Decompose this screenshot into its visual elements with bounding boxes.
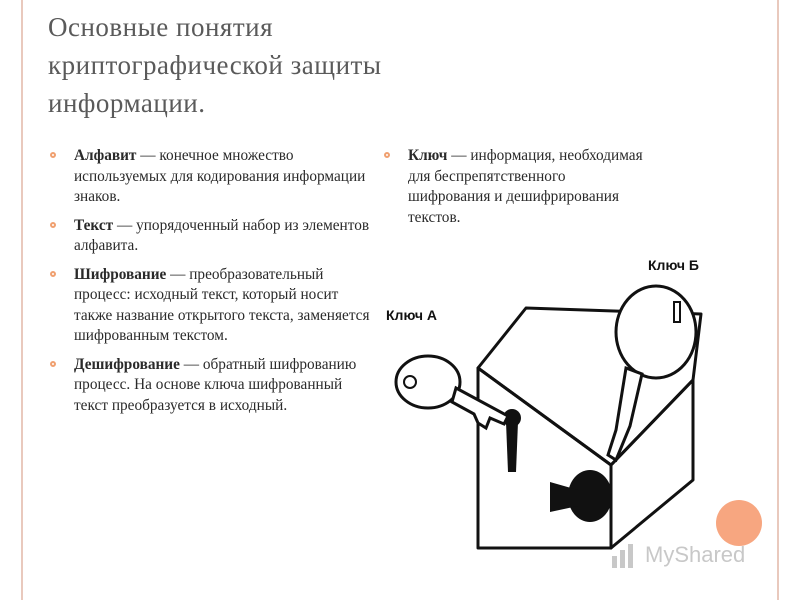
definition-encryption: — преобразовательный процесс: исходный текст, который носит также название открытого текста, заменяется шифрованным текстом. [74,265,370,344]
title-line-1: Основные понятия [48,12,273,42]
definition-text: — упорядоченный набор из элементов алфавита. [74,216,370,254]
watermark-text: MyShared [645,542,746,567]
bullet-icon [50,152,56,158]
bullet-icon [384,152,390,158]
term-alphabet: Алфавит [74,147,137,164]
lock-box-illustration [386,250,716,560]
right-bullet-list [384,146,644,236]
term-text: Текст [74,216,114,234]
definition-decryption: — обратный шифрованию процесс. На основе ключа шифрованный текст преобразуется в исходный. [74,355,357,414]
list-item [50,265,370,347]
definition-alphabet: — конечное множество используемых для кодирования информации знаков. [74,147,366,205]
term-decryption: Дешифрование [74,355,180,373]
list-item [50,355,370,417]
key-b-label: Ключ Б [648,257,699,273]
left-bullet-list [50,146,370,424]
title-line-3: информации. [48,88,206,118]
title-line-2: криптографической защиты [48,50,382,80]
bullet-icon [50,361,56,367]
term-key: Ключ [408,147,448,164]
term-encryption: Шифрование [74,265,167,283]
list-item [50,216,370,257]
bullet-icon [50,222,56,228]
key-b-icon [608,286,696,460]
key-a-icon [396,356,508,428]
chart-icon [610,540,640,570]
frame-left-border [21,0,23,600]
frame-right-border [777,0,779,600]
list-item [384,146,644,228]
definition-key: — информация, необходимая для беспрепятственного шифрования и дешифрирования текстов. [408,147,643,226]
slide-title [48,8,768,122]
list-item [50,146,370,208]
keyhole-b-icon [550,470,612,522]
key-a-label: Ключ А [386,307,437,323]
bullet-icon [50,271,56,277]
watermark [610,538,770,574]
